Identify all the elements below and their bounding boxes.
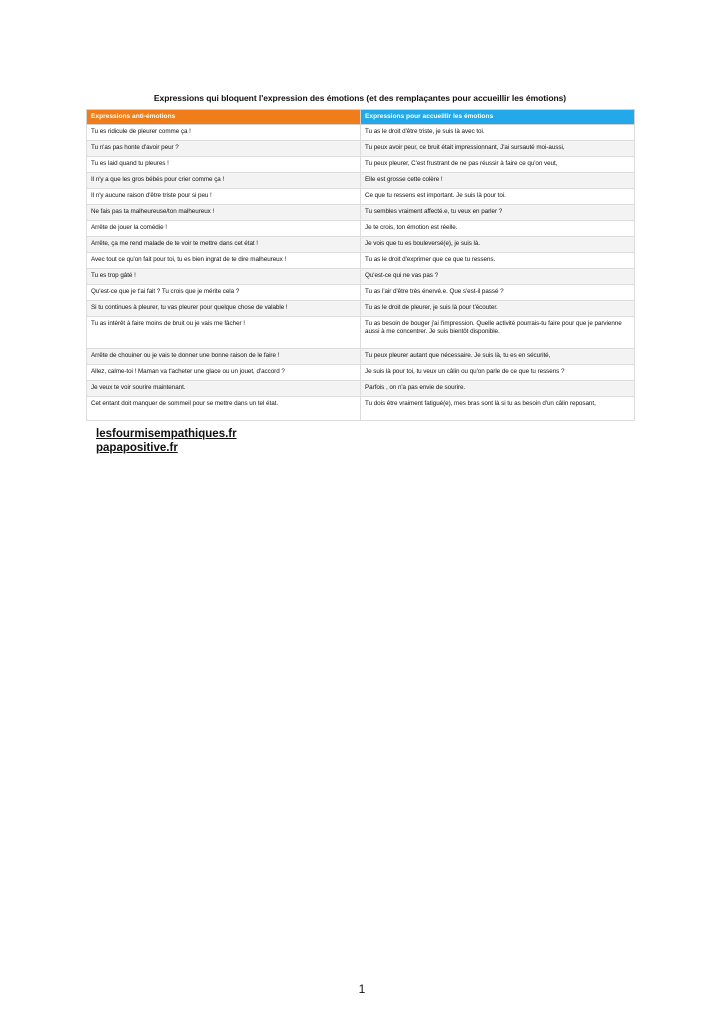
link-papapositive[interactable]: papapositive.fr bbox=[96, 442, 178, 454]
anti-expression-cell: Avec tout ce qu'on fait pour toi, tu es bien ingrat de te dire malheureux ! bbox=[87, 253, 361, 269]
welcoming-expression-cell: Je suis là pour toi, tu veux un câlin ou qu'on parle de ce que tu ressens ? bbox=[361, 365, 635, 381]
anti-expression-cell: Si tu continues à pleurer, tu vas pleurer pour quelque chose de valable ! bbox=[87, 301, 361, 317]
welcoming-expression-cell: Tu as l'air d'être très énervé.e. Que s'est-il passé ? bbox=[361, 285, 635, 301]
anti-expression-cell: Tu as intérêt à faire moins de bruit ou je vais me fâcher ! bbox=[87, 317, 361, 349]
welcoming-expression-cell: Tu dois être vraiment fatigué(e), mes bras sont là si tu as besoin d'un câlin reposant, bbox=[361, 397, 635, 421]
table-row bbox=[87, 205, 635, 221]
welcoming-expression-cell: Tu peux pleurer, C'est frustrant de ne pas réussir à faire ce qu'on veut, bbox=[361, 157, 635, 173]
emotions-table bbox=[86, 109, 635, 421]
table-row bbox=[87, 349, 635, 365]
document-title: Expressions qui bloquent l'expression des émotions (et des remplaçantes pour accueillir les émotions) bbox=[153, 93, 567, 103]
table-row bbox=[87, 301, 635, 317]
header-anti-emotions: Expressions anti-émotions bbox=[87, 110, 361, 125]
anti-expression-cell: Je veux te voir sourire maintenant. bbox=[87, 381, 361, 397]
table-row bbox=[87, 253, 635, 269]
page-number: 1 bbox=[358, 982, 366, 996]
anti-expression-cell: Tu n'as pas honte d'avoir peur ? bbox=[87, 141, 361, 157]
welcoming-expression-cell: Tu peux avoir peur, ce bruit était impressionnant, J'ai sursauté moi-aussi, bbox=[361, 141, 635, 157]
welcoming-expression-cell: Tu sembles vraiment affecté.e, tu veux en parler ? bbox=[361, 205, 635, 221]
welcoming-expression-cell: Tu as le droit de pleurer, je suis là pour t'écouter. bbox=[361, 301, 635, 317]
table-row bbox=[87, 397, 635, 421]
welcoming-expression-cell: Elle est grosse cette colère ! bbox=[361, 173, 635, 189]
table-row bbox=[87, 141, 635, 157]
table-row bbox=[87, 365, 635, 381]
anti-expression-cell: Arrête, ça me rend malade de te voir te mettre dans cet état ! bbox=[87, 237, 361, 253]
table-row bbox=[87, 269, 635, 285]
welcoming-expression-cell: Parfois , on n'a pas envie de sourire. bbox=[361, 381, 635, 397]
welcoming-expression-cell: Tu as le droit d'exprimer que ce que tu ressens. bbox=[361, 253, 635, 269]
anti-expression-cell: Tu es ridicule de pleurer comme ça ! bbox=[87, 125, 361, 141]
anti-expression-cell: Tu es trop gâté ! bbox=[87, 269, 361, 285]
table-row bbox=[87, 157, 635, 173]
welcoming-expression-cell: Tu as le droit d'être triste, je suis là avec toi. bbox=[361, 125, 635, 141]
source-links bbox=[96, 427, 237, 455]
welcoming-expression-cell: Tu as besoin de bouger j'ai l'impression. Quelle activité pourrais-tu faire pour que je parvienne aussi à me concentrer. Je suis bientôt disponible. bbox=[361, 317, 635, 349]
anti-expression-cell: Ne fais pas ta malheureuse/ton malheureux ! bbox=[87, 205, 361, 221]
header-accueillir-emotions: Expressions pour accueillir les émotions bbox=[361, 110, 635, 125]
anti-expression-cell: Tu es laid quand tu pleures ! bbox=[87, 157, 361, 173]
table-row bbox=[87, 237, 635, 253]
anti-expression-cell: Cet entant doit manquer de sommeil pour se mettre dans un tel état. bbox=[87, 397, 361, 421]
table-row bbox=[87, 173, 635, 189]
table-header-row bbox=[87, 110, 635, 125]
welcoming-expression-cell: Je te crois, ton émotion est réelle. bbox=[361, 221, 635, 237]
anti-expression-cell: Allez, calme-toi ! Maman va t'acheter une glace ou un jouet, d'accord ? bbox=[87, 365, 361, 381]
table-row bbox=[87, 285, 635, 301]
anti-expression-cell: Arrête de jouer la comédie ! bbox=[87, 221, 361, 237]
table-row bbox=[87, 125, 635, 141]
welcoming-expression-cell: Qu'est-ce qui ne vas pas ? bbox=[361, 269, 635, 285]
welcoming-expression-cell: Ce que tu ressens est important. Je suis là pour toi. bbox=[361, 189, 635, 205]
table-row bbox=[87, 221, 635, 237]
welcoming-expression-cell: Tu peux pleurer autant que nécessaire. Je suis là, tu es en sécurité, bbox=[361, 349, 635, 365]
welcoming-expression-cell: Je vois que tu es bouleversé(e), je suis là. bbox=[361, 237, 635, 253]
link-lesfourmisempathiques[interactable]: lesfourmisempathiques.fr bbox=[96, 428, 237, 440]
anti-expression-cell: Il n'y aucune raison d'être triste pour si peu ! bbox=[87, 189, 361, 205]
table-row bbox=[87, 381, 635, 397]
anti-expression-cell: Qu'est-ce que je t'ai fait ? Tu crois que je mérite cela ? bbox=[87, 285, 361, 301]
table-row bbox=[87, 189, 635, 205]
anti-expression-cell: Il n'y a que les gros bébés pour crier comme ça ! bbox=[87, 173, 361, 189]
table-row bbox=[87, 317, 635, 349]
anti-expression-cell: Arrête de chouiner ou je vais te donner une bonne raison de le faire ! bbox=[87, 349, 361, 365]
